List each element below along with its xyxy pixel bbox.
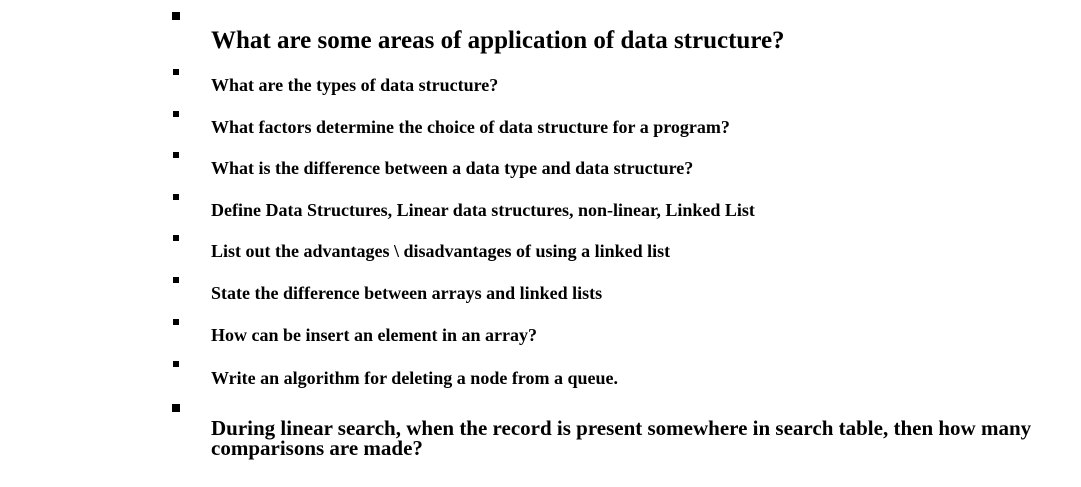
question-item: What is the difference between a data type and data structure?: [211, 158, 694, 178]
question-item: Define Data Structures, Linear data structures, non-linear, Linked List: [211, 200, 755, 220]
square-bullet-icon: [172, 404, 180, 412]
question-item: Write an algorithm for deleting a node from a queue.: [211, 368, 618, 388]
square-bullet-icon: [173, 152, 179, 158]
square-bullet-icon: [173, 361, 179, 367]
question-item: State the difference between arrays and linked lists: [211, 283, 603, 303]
square-bullet-icon: [173, 235, 179, 241]
question-item: How can be insert an element in an array?: [211, 325, 537, 345]
square-bullet-icon: [173, 319, 179, 325]
square-bullet-icon: [172, 12, 180, 20]
question-item: List out the advantages \ disadvantages of using a linked list: [211, 241, 671, 261]
square-bullet-icon: [173, 277, 179, 283]
question-item: What factors determine the choice of data structure for a program?: [211, 117, 730, 137]
question-item: What are some areas of application of data structure?: [211, 27, 785, 54]
square-bullet-icon: [173, 194, 179, 200]
square-bullet-icon: [173, 111, 179, 117]
square-bullet-icon: [173, 69, 179, 75]
question-item: During linear search, when the record is present somewhere in search table, then how many comparisons are made?: [211, 416, 1032, 460]
question-item: What are the types of data structure?: [211, 75, 499, 95]
